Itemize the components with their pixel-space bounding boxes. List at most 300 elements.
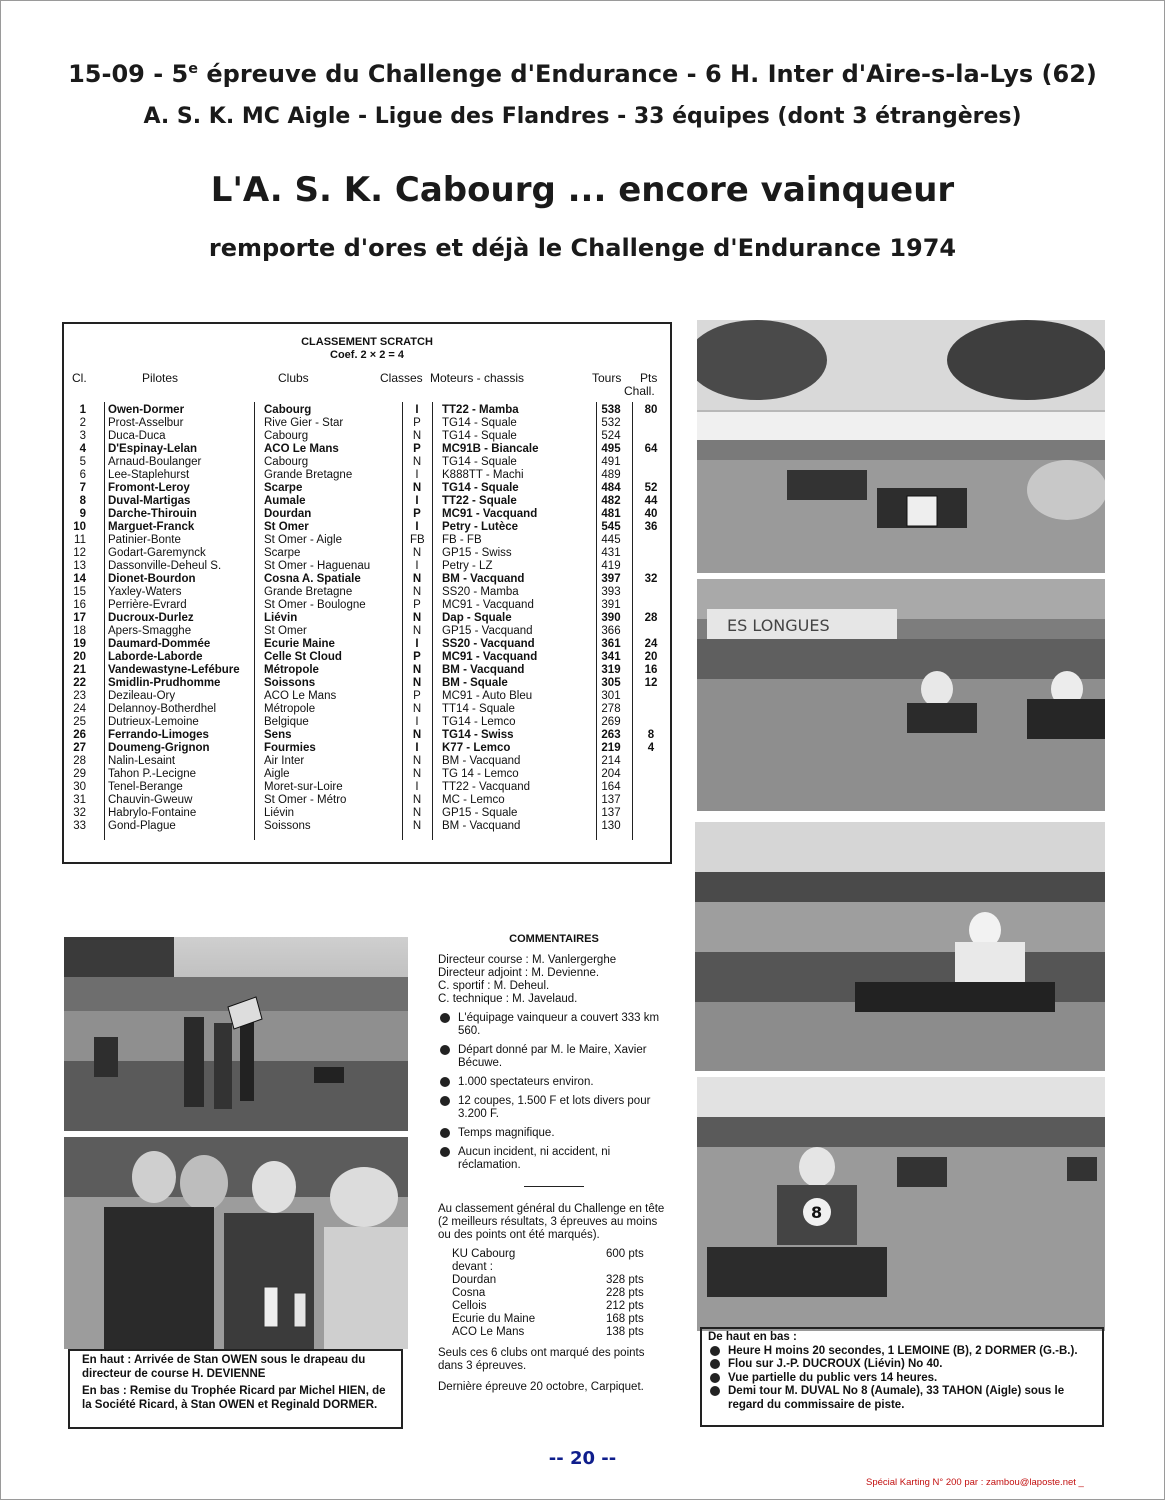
table-coef: Coef. 2 × 2 = 4 [330,349,404,361]
cell-tours: 137 [601,794,621,806]
cell-club: Air Inter [264,755,305,767]
table-row [64,443,670,456]
cell-tours: 319 [601,664,621,676]
cell-classe: N [412,664,422,676]
cell-moteur: TT22 - Mamba [442,404,519,416]
table-row [64,781,670,794]
cell-pilotes: Duca-Duca [108,430,166,442]
cell-cl: 8 [79,495,86,507]
cell-pilotes: Arnaud-Boulanger [108,456,202,468]
cell-moteur: MC91 - Vacquand [442,508,538,520]
photo-start-grid [697,320,1105,573]
cell-classe: N [412,768,422,780]
caption-left [68,1349,403,1429]
cell-classe: I [415,638,419,650]
cell-pts: 52 [644,482,658,494]
cell-pilotes: Tahon P.-Lecigne [108,768,197,780]
cell-club: St Omer - Métro [264,794,347,806]
cell-pilotes: Tenel-Berange [108,781,183,793]
cell-pilotes: Marguet-Franck [108,521,195,533]
cell-club: Rive Gier - Star [264,417,344,429]
photo-kart-8 [697,1077,1105,1331]
cell-tours: 495 [601,443,621,455]
cell-cl: 16 [73,599,86,611]
cell-pilotes: Laborde-Laborde [108,651,203,663]
cell-tours: 445 [601,534,621,546]
official-line: C. sportif : M. Deheul. [438,980,550,992]
cell-moteur: TT22 - Squale [442,495,517,507]
col-header-tours: Tours [592,371,622,385]
cell-pilotes: Habrylo-Fontaine [108,807,197,819]
cell-pilotes: Delannoy-Botherdhel [108,703,217,715]
cell-pts: 20 [644,651,658,663]
comment-item: 1.000 spectateurs environ. [458,1076,594,1088]
cell-classe: P [413,508,421,520]
bullet-icon [710,1359,720,1369]
bullet-icon [710,1373,720,1383]
cell-classe: N [412,703,422,715]
cell-club: Liévin [264,612,298,624]
cell-classe: N [412,807,422,819]
table-row [64,703,670,716]
cell-moteur: MC - Lemco [442,794,505,806]
col-header-cl: Cl. [72,371,87,385]
cell-classe: I [415,404,419,416]
cell-classe: I [415,742,419,754]
cell-classe: N [412,755,422,767]
cell-cl: 11 [74,534,86,546]
cell-cl: 23 [73,690,86,702]
cell-cl: 20 [73,651,86,663]
bullet-icon [710,1346,720,1356]
cell-pilotes: Dezileau-Ory [108,690,176,702]
caption-right-item: Flou sur J.-P. DUCROUX (Liévin) No 40. [728,1358,943,1370]
cell-classe: N [412,430,422,442]
caption-right-intro: De haut en bas : [708,1331,797,1343]
table-row [64,664,670,677]
cell-pilotes: Fromont-Leroy [108,482,190,494]
cell-pts: 36 [644,521,658,533]
standings-row: KU Cabourg 600 pts [452,1248,644,1260]
table-row [64,638,670,651]
official-line: Directeur course : M. Vanlergerghe [438,954,617,966]
cell-tours: 391 [601,599,621,611]
cell-tours: 397 [601,573,621,585]
cell-club: Soissons [264,820,311,832]
commentaires-section [438,933,670,1394]
cell-classe: N [412,586,422,598]
cell-moteur: SS20 - Mamba [442,586,519,598]
cell-classe: N [412,794,422,806]
general-intro: Au classement général du Challenge en tête (2 meilleurs résultats, 3 épreuves au moins ou des points ont été marqués). [438,1203,665,1241]
cell-tours: 489 [601,469,621,481]
standings-row: devant : [452,1261,493,1273]
headline: L'A. S. K. Cabourg ... encore vainqueur [210,170,955,210]
cell-tours: 524 [601,430,621,442]
cell-tours: 204 [601,768,621,780]
table-row [64,599,670,612]
cell-classe: I [415,469,419,481]
standings-row: Cosna 228 pts [452,1287,644,1299]
cell-club: Sens [264,729,292,741]
cell-pts: 64 [644,443,658,455]
cell-club: Grande Bretagne [264,586,353,598]
cell-club: St Omer [264,521,309,533]
cell-classe: N [412,456,422,468]
cell-club: Cosna A. Spatiale [264,573,361,585]
cell-tours: 214 [601,755,621,767]
photo-finish-flag [64,937,408,1131]
col-header-pilotes: Pilotes [142,371,179,385]
col-header-clubs: Clubs [278,371,309,385]
cell-classe: I [415,495,419,507]
cell-pilotes: Prost-Asselbur [108,417,184,429]
cell-moteur: TG14 - Squale [442,430,517,442]
cell-classe: N [412,625,422,637]
table-row [64,794,670,807]
cell-moteur: BM - Vacquand [442,573,525,585]
official-line: Directeur adjoint : M. Devienne. [438,967,600,979]
cell-cl: 29 [73,768,86,780]
cell-cl: 7 [79,482,86,494]
cell-tours: 263 [601,729,621,741]
bullet-icon [440,1147,450,1157]
cell-tours: 164 [601,781,621,793]
cell-pilotes: Vandewastyne-Lefébure [108,664,240,676]
comment-item: Temps magnifique. [458,1127,555,1139]
kart-number: 8 [811,1203,823,1222]
cell-moteur: SS20 - Vacquand [442,638,535,650]
table-row [64,690,670,703]
cell-pilotes: Owen-Dormer [108,404,185,416]
cell-club: Cabourg [264,430,309,442]
cell-club: Ecurie Maine [264,638,335,650]
cell-tours: 361 [601,638,621,650]
cell-cl: 33 [73,820,86,832]
bullet-icon [440,1096,450,1106]
table-row [64,456,670,469]
cell-classe: FB [410,534,425,546]
cell-classe: P [413,651,421,663]
cell-pilotes: Ducroux-Durlez [108,612,194,624]
cell-cl: 17 [73,612,86,624]
table-row [64,742,670,755]
table-row [64,547,670,560]
table-row [64,768,670,781]
cell-pts: 32 [644,573,658,585]
photo-blur-kart [697,579,1105,811]
cell-pts: 4 [647,742,655,754]
cell-club: Moret-sur-Loire [264,781,343,793]
table-row [64,482,670,495]
cell-moteur: TT14 - Squale [442,703,515,715]
col-header-pts: Pts [640,371,658,385]
cell-cl: 14 [73,573,86,585]
cell-club: Scarpe [264,482,303,494]
cell-moteur: TG14 - Squale [442,417,517,429]
comment-item: L'équipage vainqueur a couvert 333 km 560. [458,1012,660,1037]
cell-classe: I [415,560,419,572]
cell-moteur: TG 14 - Lemco [442,768,519,780]
cell-pilotes: Chauvin-Gweuw [108,794,193,806]
standings-row: Ecurie du Maine 168 pts [452,1313,644,1325]
cell-classe: N [412,547,422,559]
subheadline: remporte d'ores et déjà le Challenge d'Endurance 1974 [208,234,957,262]
table-row [64,820,670,833]
cell-club: Scarpe [264,547,301,559]
caption-right-item: Vue partielle du public vers 14 heures. [728,1371,938,1384]
cell-tours: 481 [601,508,621,520]
cell-classe: P [413,599,421,611]
cell-club: Soissons [264,677,316,689]
cell-tours: 366 [601,625,621,637]
comment-item: Départ donné par M. le Maire, Xavier Bécuwe. [458,1044,647,1069]
cell-classe: N [412,677,422,689]
cell-tours: 301 [601,690,621,702]
standings-row: ACO Le Mans 138 pts [452,1326,644,1338]
cell-tours: 545 [601,521,621,533]
cell-club: Métropole [264,703,316,715]
table-row [64,534,670,547]
cell-classe: N [412,573,422,585]
cell-pts: 8 [647,729,655,741]
footer-credit: Spécial Karting N° 200 par : zambou@laposte.net _ [866,1477,1084,1488]
cell-pilotes: Nalin-Lesaint [108,755,176,767]
cell-club: St Omer - Aigle [264,534,342,546]
cell-tours: 532 [601,417,621,429]
cell-cl: 15 [73,586,86,598]
cell-pilotes: Smidlin-Prudhomme [108,677,221,689]
cell-moteur: BM - Vacquand [442,664,525,676]
cell-tours: 269 [601,716,621,728]
comment-item: 12 coupes, 1.500 F et lots divers pour 3.200 F. [458,1095,651,1120]
cell-moteur: TG14 - Squale [442,482,519,494]
cell-moteur: Petry - Lutèce [442,521,519,533]
cell-tours: 341 [601,651,621,663]
cell-club: Aigle [264,768,290,780]
cell-cl: 9 [79,508,86,520]
cell-club: St Omer [264,625,307,637]
cell-cl: 26 [73,729,86,741]
caption-right [700,1327,1104,1427]
page-number: -- 20 -- [548,1448,617,1469]
cell-pts: 24 [644,638,658,650]
cell-tours: 219 [601,742,621,754]
cell-club: Métropole [264,664,319,676]
cell-tours: 393 [601,586,621,598]
commentaires-title: COMMENTAIRES [509,933,599,945]
table-row [64,560,670,573]
cell-moteur: MC91 - Vacquand [442,599,534,611]
cell-club: St Omer - Boulogne [264,599,366,611]
table-row [64,417,670,430]
cell-club: Fourmies [264,742,316,754]
cell-moteur: GP15 - Squale [442,807,518,819]
cell-cl: 32 [73,807,86,819]
caption-left-bottom: En bas : Remise du Trophée Ricard par Michel HIEN, de la Société Ricard, à Stan OWEN et Reginald DORMER. [82,1385,386,1411]
cell-pilotes: Doumeng-Grignon [108,742,210,754]
cell-cl: 18 [73,625,86,637]
cell-classe: P [413,690,421,702]
cell-pts: 28 [644,612,658,624]
table-row [64,612,670,625]
bullet-icon [440,1045,450,1055]
bullet-icon [440,1077,450,1087]
comment-item: Aucun incident, ni accident, ni réclamation. [458,1146,611,1171]
cell-club: ACO Le Mans [264,443,339,455]
cell-club: Liévin [264,807,295,819]
cell-cl: 2 [79,417,86,429]
cell-pts: 12 [644,677,658,689]
cell-moteur: TT22 - Vacquand [442,781,531,793]
cell-classe: N [412,729,422,741]
table-row [64,508,670,521]
cell-tours: 482 [601,495,621,507]
cell-club: Grande Bretagne [264,469,353,481]
cell-pilotes: Patinier-Bonte [108,534,181,546]
cell-tours: 130 [601,820,621,832]
cell-cl: 24 [73,703,86,715]
cell-tours: 390 [601,612,621,624]
banner-text: ES LONGUES [727,616,830,635]
cell-moteur: GP15 - Vacquand [442,625,533,637]
cell-pilotes: Lee-Staplehurst [108,469,190,481]
table-row [64,495,670,508]
cell-moteur: MC91 - Vacquand [442,651,538,663]
cell-moteur: GP15 - Swiss [442,547,512,559]
cell-cl: 1 [79,404,86,416]
cell-club: Cabourg [264,404,312,416]
cell-moteur: Dap - Squale [442,612,512,624]
cell-cl: 25 [73,716,86,728]
bullet-icon [710,1386,720,1396]
table-row [64,521,670,534]
standings-note: Seuls ces 6 clubs ont marqué des points dans 3 épreuves. [438,1347,645,1372]
cell-pilotes: Gond-Plague [108,820,176,832]
cell-cl: 19 [73,638,86,650]
cell-tours: 538 [601,404,621,416]
cell-pilotes: Yaxley-Waters [108,586,182,598]
cell-club: ACO Le Mans [264,690,337,702]
col-header-classes: Classes [380,371,423,385]
table-row [64,573,670,586]
caption-right-item: Demi tour M. DUVAL No 8 (Aumale), 33 TAHON (Aigle) sous le regard du commissaire de piste. [728,1385,1065,1411]
cell-cl: 22 [73,677,86,689]
cell-cl: 6 [79,469,86,481]
cell-club: Belgique [264,716,309,728]
cell-tours: 137 [601,807,621,819]
photo-trophy-ceremony [64,1137,408,1349]
cell-classe: N [412,612,422,624]
cell-cl: 5 [79,456,86,468]
caption-left-top: En haut : Arrivée de Stan OWEN sous le drapeau du directeur de course H. DEVIENNE [82,1354,366,1380]
col-header-chall: Chall. [624,384,655,398]
cell-cl: 3 [79,430,86,442]
cell-club: St Omer - Haguenau [264,560,371,572]
cell-tours: 305 [601,677,621,689]
cell-pilotes: Daumard-Dommée [108,638,211,650]
cell-moteur: Petry - LZ [442,560,493,572]
table-row [64,625,670,638]
cell-classe: I [415,716,419,728]
cell-classe: P [413,417,421,429]
cell-pilotes: Apers-Smagghe [108,625,192,637]
cell-tours: 419 [601,560,621,572]
cell-moteur: K77 - Lemco [442,742,511,754]
cell-moteur: BM - Squale [442,677,508,689]
table-row [64,677,670,690]
official-line: C. technique : M. Javelaud. [438,993,578,1005]
bullet-icon [440,1013,450,1023]
table-row [64,586,670,599]
cell-moteur: BM - Vacquand [442,755,521,767]
cell-pts: 16 [644,664,658,676]
table-title: CLASSEMENT SCRATCH [301,336,433,348]
cell-tours: 278 [601,703,621,715]
cell-tours: 431 [601,547,621,559]
cell-classe: N [412,820,422,832]
cell-pts: 40 [644,508,658,520]
cell-pilotes: Godart-Garemynck [108,547,206,559]
cell-moteur: MC91 - Auto Bleu [442,690,533,702]
table-row [64,430,670,443]
cell-moteur: MC91B - Biancale [442,443,539,455]
cell-cl: 13 [73,560,86,572]
col-header-moteurs: Moteurs - chassis [430,371,525,385]
classement-table [62,322,672,864]
cell-moteur: TG14 - Squale [442,456,517,468]
standings-list [438,1248,670,1339]
cell-pts: 44 [644,495,658,507]
cell-pilotes: Darche-Thirouin [108,508,197,520]
cell-tours: 491 [601,456,621,468]
cell-tours: 484 [601,482,621,494]
cell-club: Dourdan [264,508,312,520]
table-row [64,729,670,742]
cell-classe: I [415,521,419,533]
cell-club: Aumale [264,495,306,507]
cell-moteur: TG14 - Swiss [442,729,514,741]
cell-classe: I [415,781,419,793]
cell-cl: 30 [73,781,86,793]
cell-moteur: K888TT - Machi [442,469,524,481]
cell-pilotes: Dutrieux-Lemoine [108,716,199,728]
table-row [64,404,670,417]
cell-classe: N [412,482,422,494]
photo-kart-corner [695,822,1105,1071]
cell-pilotes: D'Espinay-Lelan [108,443,198,455]
cell-moteur: FB - FB [442,534,482,546]
caption-right-item: Heure H moins 20 secondes, 1 LEMOINE (B), 2 DORMER (G.-B.). [728,1344,1078,1357]
cell-classe: P [413,443,421,455]
cell-club: Cabourg [264,456,309,468]
table-row [64,755,670,768]
cell-cl: 28 [73,755,86,767]
cell-cl: 21 [73,664,86,676]
cell-cl: 27 [73,742,86,754]
cell-pilotes: Ferrando-Limoges [108,729,209,741]
bullet-icon [440,1128,450,1138]
table-row [64,651,670,664]
last-event: Dernière épreuve 20 octobre, Carpiquet. [438,1381,644,1393]
cell-moteur: BM - Vacquand [442,820,521,832]
table-row [64,469,670,482]
standings-row: Cellois 212 pts [452,1300,644,1312]
cell-pilotes: Dassonville-Deheul S. [108,560,222,572]
cell-cl: 12 [73,547,86,559]
cell-pilotes: Perrière-Evrard [108,599,187,611]
cell-cl: 31 [73,794,86,806]
